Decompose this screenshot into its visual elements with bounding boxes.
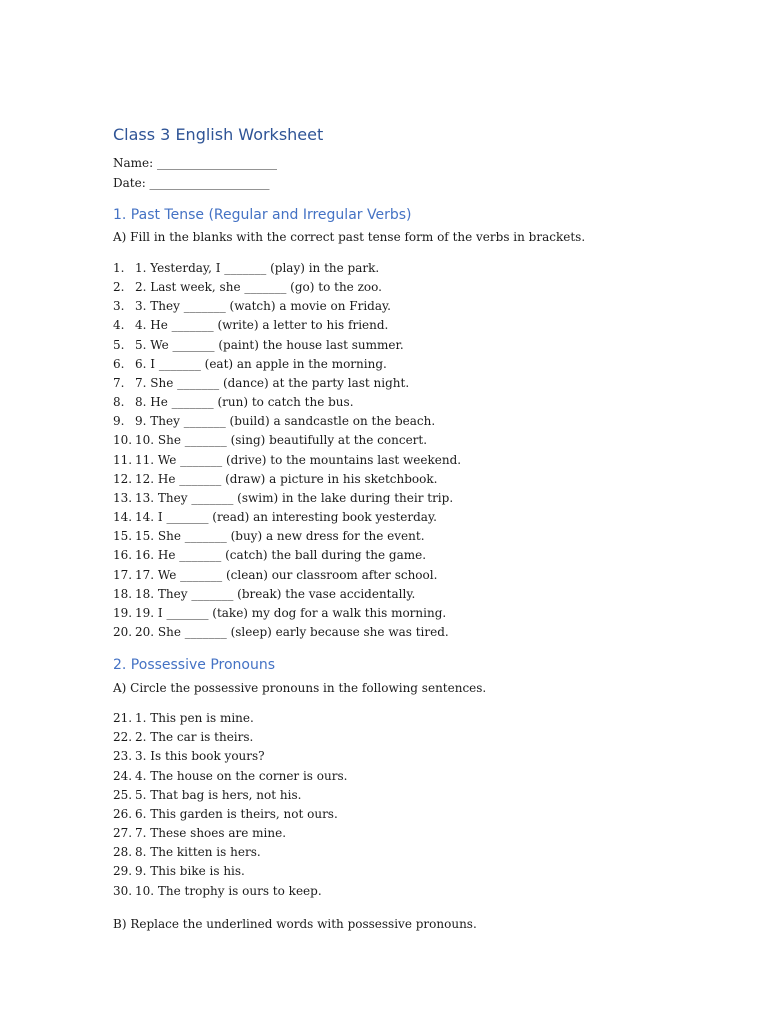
list-item-text: 3. Is this book yours?: [135, 749, 265, 764]
list-item-number: 24.: [113, 768, 133, 783]
list-item-number: 20.: [113, 624, 133, 639]
list-item-text: 4. He _______ (write) a letter to his friend.: [135, 318, 389, 333]
list-item-number: 18.: [113, 586, 133, 601]
list-item-text: 5. That bag is hers, not his.: [135, 787, 302, 802]
list-item: [113, 862, 713, 881]
list-item: [113, 451, 713, 470]
list-item: [113, 566, 713, 585]
list-item-text: 1. Yesterday, I _______ (play) in the park.: [135, 261, 380, 275]
list-item-number: 21.: [113, 711, 133, 726]
list-item: [113, 747, 713, 766]
list-item-text: 16. He _______ (catch) the ball during the game.: [135, 548, 427, 563]
list-item-number: 10.: [113, 433, 133, 448]
section-heading-past-tense: 1. Past Tense (Regular and Irregular Verbs): [113, 207, 412, 223]
list-item-text: 3. They _______ (watch) a movie on Friday.: [135, 299, 391, 314]
list-item-text: 13. They _______ (swim) in the lake during their trip.: [135, 490, 454, 505]
list-item: [113, 259, 713, 278]
list-item-number: 7.: [113, 375, 125, 390]
list-item: [113, 393, 713, 412]
list-item: [113, 412, 713, 431]
list-item-text: 9. They _______ (build) a sandcastle on the beach.: [135, 414, 436, 429]
list-item: [113, 709, 713, 728]
list-item: [113, 546, 713, 565]
section-instruction-possessive-a: A) Circle the possessive pronouns in the following sentences.: [113, 681, 487, 696]
list-item: [113, 470, 713, 489]
list-item-number: 23.: [113, 749, 133, 764]
list-item: [113, 489, 713, 508]
list-item-number: 29.: [113, 864, 133, 879]
list-item-text: 10. The trophy is ours to keep.: [135, 883, 322, 898]
list-item-text: 8. He _______ (run) to catch the bus.: [135, 395, 354, 410]
list-item: [113, 623, 713, 642]
list-item: [113, 882, 713, 901]
exercise-list-possessive: [113, 709, 713, 901]
list-item: [113, 336, 713, 355]
page-title: Class 3 English Worksheet: [113, 125, 324, 144]
list-item-number: 14.: [113, 510, 133, 525]
list-item-text: 5. We _______ (paint) the house last summer.: [135, 337, 404, 352]
list-item-text: 2. The car is theirs.: [135, 730, 254, 745]
list-item: [113, 604, 713, 623]
list-item-number: 26.: [113, 806, 133, 821]
list-item-number: 1.: [113, 261, 125, 275]
list-item-number: 25.: [113, 787, 133, 802]
list-item-number: 8.: [113, 395, 125, 410]
list-item-number: 27.: [113, 826, 133, 841]
list-item: [113, 316, 713, 335]
list-item-number: 6.: [113, 356, 125, 371]
list-item-number: 9.: [113, 414, 125, 429]
list-item-number: 13.: [113, 490, 133, 505]
list-item: [113, 374, 713, 393]
list-item: [113, 843, 713, 862]
list-item-number: 3.: [113, 299, 125, 314]
name-field: Name: ____________________: [113, 156, 277, 170]
list-item: [113, 728, 713, 747]
list-item-number: 16.: [113, 548, 133, 563]
list-item-number: 2.: [113, 280, 125, 295]
list-item-text: 19. I _______ (take) my dog for a walk this morning.: [135, 605, 447, 620]
section-heading-possessive-pronouns: 2. Possessive Pronouns: [113, 657, 276, 674]
list-item-number: 28.: [113, 845, 133, 860]
list-item-text: 15. She _______ (buy) a new dress for the event.: [135, 529, 425, 544]
list-item-text: 6. I _______ (eat) an apple in the morning.: [135, 356, 387, 371]
list-item-text: 1. This pen is mine.: [135, 711, 254, 726]
list-item-text: 2. Last week, she _______ (go) to the zoo.: [135, 280, 382, 295]
list-item: [113, 355, 713, 374]
list-item-text: 7. These shoes are mine.: [135, 826, 287, 841]
date-field: Date: ____________________: [113, 176, 270, 190]
worksheet-page: [113, 124, 713, 934]
list-item: [113, 786, 713, 805]
list-item: [113, 508, 713, 527]
list-item: [113, 431, 713, 450]
list-item-text: 14. I _______ (read) an interesting book yesterday.: [135, 510, 437, 525]
section-instruction-possessive-b: B) Replace the underlined words with possessive pronouns.: [113, 916, 477, 931]
list-item-number: 5.: [113, 337, 125, 352]
list-item-number: 17.: [113, 567, 133, 582]
list-item-text: 7. She _______ (dance) at the party last night.: [135, 375, 410, 390]
list-item-text: 4. The house on the corner is ours.: [135, 768, 348, 783]
list-item: [113, 805, 713, 824]
list-item-number: 15.: [113, 529, 133, 544]
list-item-text: 6. This garden is theirs, not ours.: [135, 806, 338, 821]
list-item: [113, 824, 713, 843]
list-item-number: 19.: [113, 605, 133, 620]
list-item-text: 9. This bike is his.: [135, 864, 245, 879]
list-item: [113, 527, 713, 546]
list-item-text: 12. He _______ (draw) a picture in his sketchbook.: [135, 471, 438, 486]
list-item-text: 11. We _______ (drive) to the mountains last weekend.: [135, 452, 462, 467]
list-item-number: 22.: [113, 730, 133, 745]
list-item-text: 8. The kitten is hers.: [135, 845, 261, 860]
list-item-text: 18. They _______ (break) the vase accidentally.: [135, 586, 416, 601]
section-instruction-past-tense: A) Fill in the blanks with the correct past tense form of the verbs in brackets.: [113, 230, 586, 244]
list-item: [113, 297, 713, 316]
list-item-number: 11.: [113, 452, 133, 467]
list-item: [113, 585, 713, 604]
list-item-text: 20. She _______ (sleep) early because she was tired.: [135, 624, 449, 639]
list-item: [113, 767, 713, 786]
list-item-text: 17. We _______ (clean) our classroom after school.: [135, 567, 438, 582]
list-item-number: 4.: [113, 318, 125, 333]
list-item-text: 10. She _______ (sing) beautifully at the concert.: [135, 433, 428, 448]
list-item: [113, 278, 713, 297]
list-item-number: 30.: [113, 883, 133, 898]
exercise-list-past-tense: [113, 259, 713, 642]
list-item-number: 12.: [113, 471, 133, 486]
